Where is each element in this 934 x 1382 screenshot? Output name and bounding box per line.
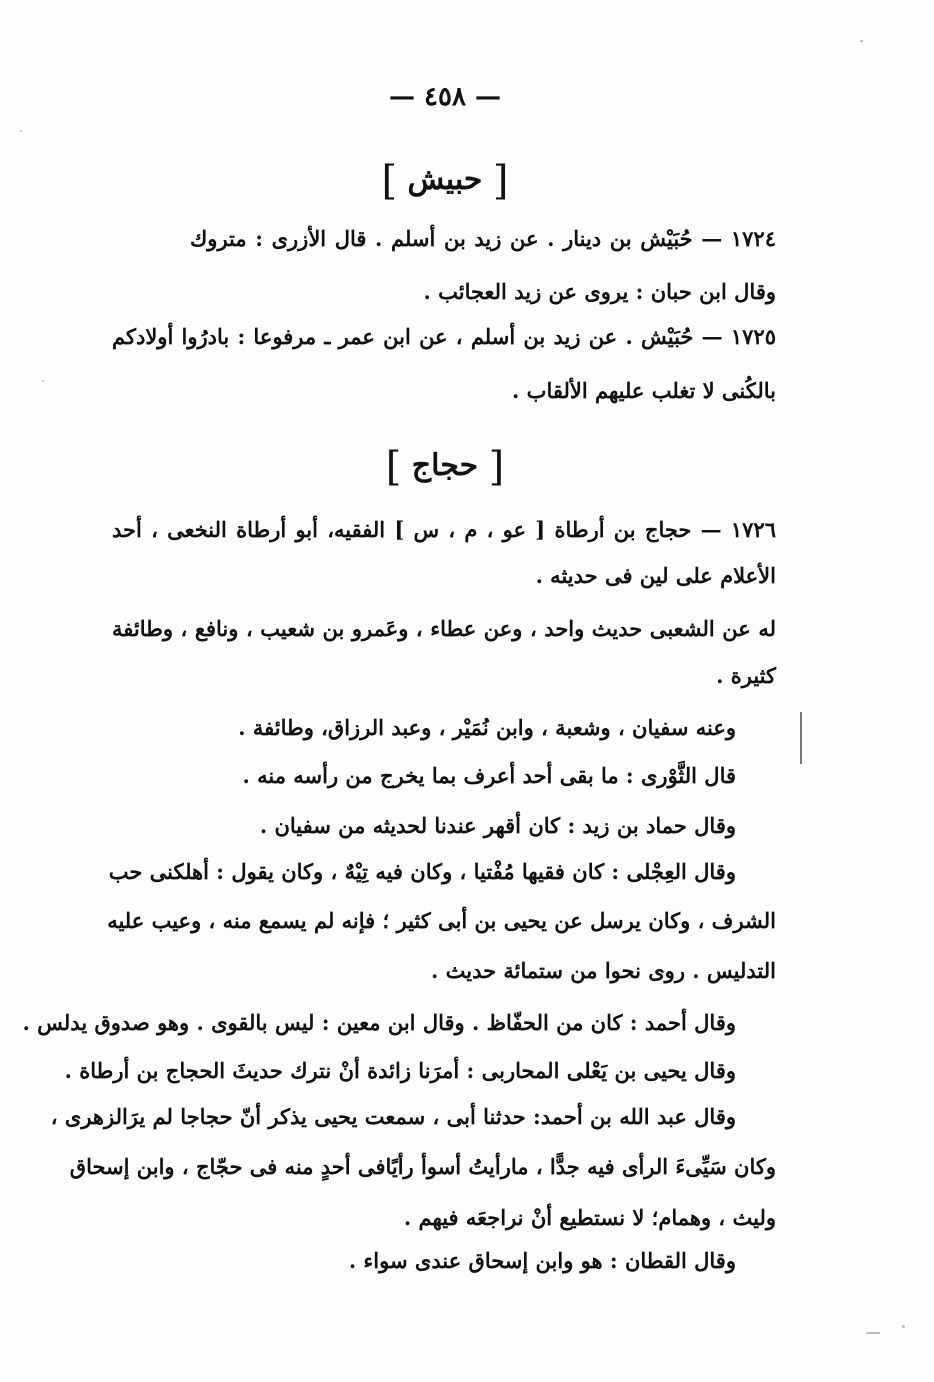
text-line: وليث ، وهمام؛ لا نستطيع أنْ نراجعَه فيهم . bbox=[403, 1205, 776, 1230]
scan-speck bbox=[20, 130, 22, 132]
section-title-1 bbox=[0, 158, 890, 204]
bracket-left-icon: [ bbox=[492, 158, 509, 204]
text-line: وقال يحيى بن يَعْلى المحاربى : أمرَنا زائدة أنْ نترك حديثَ الحجاج بن أرطاة . bbox=[64, 1058, 736, 1083]
section-title-text: حبيش bbox=[407, 162, 483, 197]
text-line: وقال أحمد : كان من الحفّاظ . وقال ابن معين : ليس بالقوى . وهو صدوق يدلس . bbox=[22, 1010, 736, 1035]
text-line: ١٧٢٤ — حُبَيْش بن دينار . عن زيد بن أسلم . قال الأزرى : متروك bbox=[190, 226, 776, 251]
text-line: كثيرة . bbox=[716, 663, 776, 688]
text-line: بالكُنى لا تغلب عليهم الألقاب . bbox=[512, 378, 776, 403]
text-line: وقال العِجْلى : كان فقيها مُفْتيا ، وكان فيه تِيْهٌ ، وكان يقول : أهلكنى حب bbox=[108, 859, 736, 884]
text-line: وقال ابن حبان : يروى عن زيد العجائب . bbox=[423, 279, 776, 304]
text-line: ١٧٢٥ — حُبَيْش . عن زيد بن أسلم ، عن ابن عمر ـ مرفوعا : بادرُوا أولادكم bbox=[112, 324, 776, 349]
text-line: قال الثَّوْرى : ما بقى أحد أعرف بما يخرج من رأسه منه . bbox=[242, 763, 736, 788]
section-title-2 bbox=[0, 444, 890, 490]
scan-speck bbox=[860, 40, 863, 42]
text-line: ١٧٢٦ — حجاج بن أرطاة [ عو ، م ، س ] الفقيه، أبو أرطاة النخعى ، أحد bbox=[112, 517, 776, 542]
section-title-text: حجاج bbox=[411, 448, 479, 483]
text-line: الأعلام على لين فى حديثه . bbox=[535, 563, 776, 588]
text-line: وقال القطان : هو وابن إسحاق عندى سواء . bbox=[348, 1248, 736, 1273]
bracket-right-icon: ] bbox=[381, 158, 398, 204]
text-line: وقال عبد الله بن أحمد: حدثنا أبى ، سمعت يحيى يذكر أنّ حجاجا لم يرَالزهرى ، bbox=[50, 1104, 736, 1129]
text-line: وقال حماد بن زيد : كان أقهر عندنا لحديثه من سفيان . bbox=[259, 813, 736, 838]
text-line: الشرف ، وكان يرسل عن يحيى بن أبى كثير ؛ فإنه لم يسمع منه ، وعيب عليه bbox=[107, 908, 776, 933]
text-line: التدليس . روى نحوا من ستمائة حديث . bbox=[431, 958, 776, 983]
bracket-left-icon: [ bbox=[488, 444, 505, 490]
scan-speck bbox=[902, 1325, 905, 1328]
margin-mark bbox=[800, 712, 802, 764]
text-line: له عن الشعبى حديث واحد ، وعن عطاء ، وعَمرو بن شعيب ، ونافع ، وطائفة bbox=[112, 616, 776, 641]
scan-speck bbox=[42, 380, 44, 382]
text-line: وعنه سفيان ، وشعبة ، وابن نُمَيْر ، وعبد الرزاق، وطائفة . bbox=[238, 715, 736, 740]
text-line: وكان سَيِّىءَ الرأى فيه جدًّا ، مارأيتُ أسوأ رأيًافى أحدٍ منه فى حجّاج ، وابن إسحاق bbox=[69, 1154, 776, 1179]
scan-speck bbox=[866, 1332, 880, 1334]
bracket-right-icon: ] bbox=[385, 444, 402, 490]
page-number: — ٤٥٨ — bbox=[388, 82, 502, 112]
